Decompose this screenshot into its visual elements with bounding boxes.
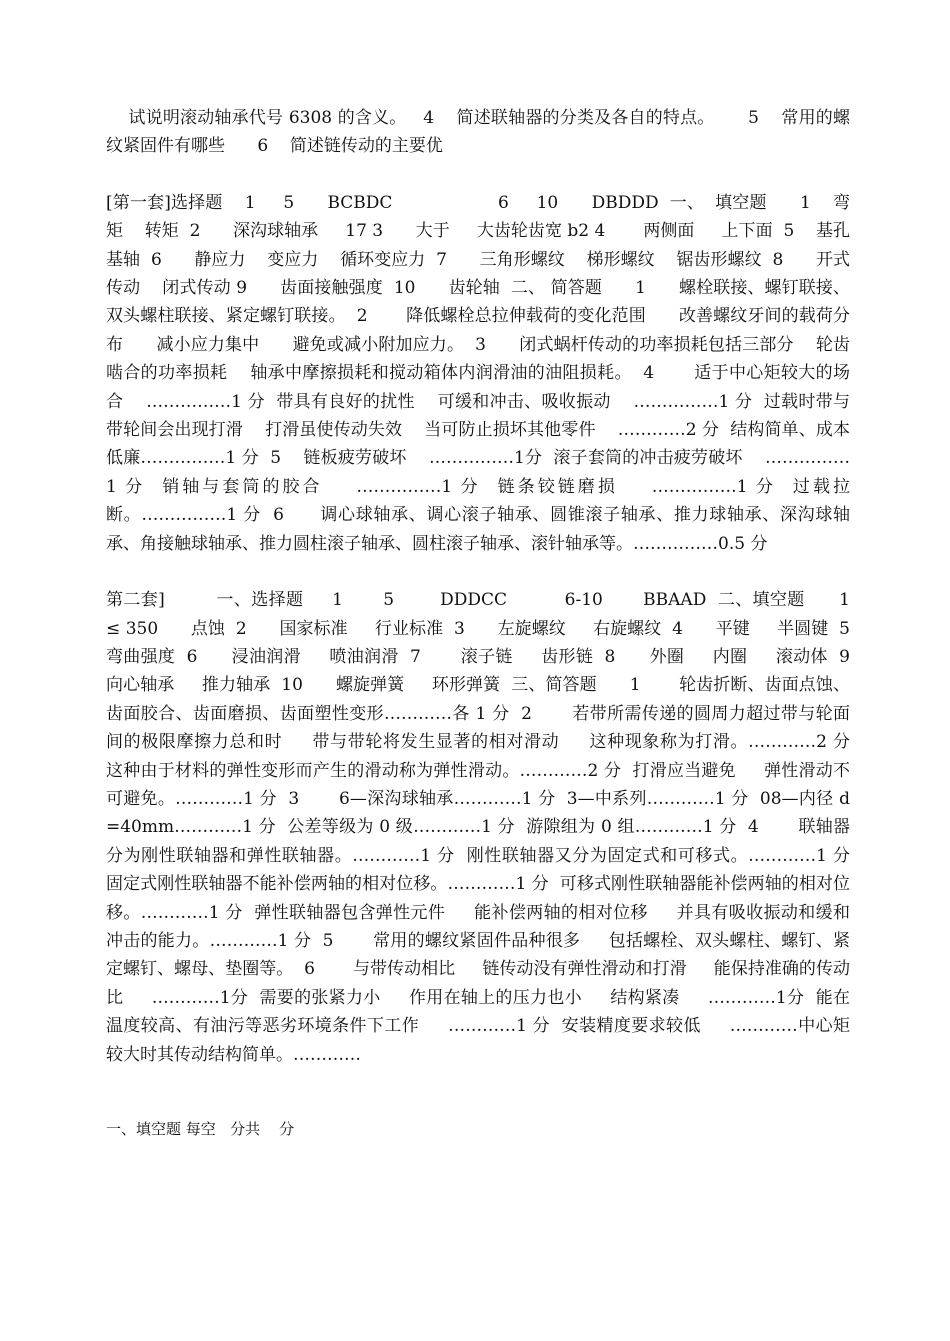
fill-in-heading: 一、填空题 每空 分共 分 bbox=[106, 1120, 314, 1138]
set-one-answers: [第一套]选择题 1 5 BCBDC 6 10 DBDDD 一、 填空题 1 弯矩 转矩 2 深沟球轴承 17 3 大于 大齿轮齿宽 b2 4 两侧面 上下面 5 基孔 基轴 6 静应力 变应力 循环变应力 7 三角形螺纹 梯形螺纹 锯齿形螺纹 8 开式传动 闭式传动 9 齿面接触强度 10 齿轮轴 二、 简答题 1 螺栓联接、螺钉联接、双头螺柱联接、紧定螺钉联接。 2 降低螺栓总拉伸载荷的变化范围 改善螺纹牙间的载荷分布 减小应力集中 避免或减小附加应力。 3 闭式蜗杆传动的功率损耗包括三部分 轮齿啮合的功率损耗 轴承中摩擦损耗和搅动箱体内润滑油的油阻损耗。 4 适于中心矩较大的场合 ……………1 分 带具有良好的扰性 可缓和冲击、吸收振动 ……………1 分 过载时带与带轮间会出现打滑 打滑虽使传动失效 当可防止损坏其他零件 …………2 分 结构简单、成本低廉……………1 分 5 链板疲劳破坏 ……………1分 滚子套筒的冲击疲劳破坏 ……………1 分 销轴与套筒的胶合 ……………1 分 链条铰链磨损 ……………1 分 过载拉断。……………1 分 6 调心球轴承、调心滚子轴承、圆锥滚子轴承、推力球轴承、深沟球轴承、角接触球轴承、推力圆柱滚子轴承、圆柱滚子轴承、滚针轴承等。……………0.5 分 bbox=[106, 192, 872, 554]
intro-paragraph: 试说明滚动轴承代号 6308 的含义。 4 简述联轴器的分类及各自的特点。 5 常用的螺纹紧固件有哪些 6 简述链传动的主要优 bbox=[106, 108, 850, 157]
document-page bbox=[106, 104, 883, 1143]
set-two-answers: 第二套] 一、选择题 1 5 DDDCC 6-10 BBAAD 二、填空题 1 ≤ 350 点蚀 2 国家标准 行业标准 3 左旋螺纹 右旋螺纹 4 平键 半圆键 5 弯曲强度 6 浸油润滑 喷油润滑 7 滚子链 齿形链 8 外圈 内圈 滚动体 9 向心轴承 推力轴承 10 螺旋弹簧 环形弹簧 三、简答题 1 轮齿折断、齿面点蚀、齿面胶合、齿面磨损、齿面塑性变形…………各 1 分 2 若带所需传递的圆周力超过带与轮面间的极限摩擦力总和时 带与带轮将发生显著的相对滑动 这种现象称为打滑。…………2 分 这种由于材料的弹性变形而产生的滑动称为弹性滑动。…………2 分 打滑应当避免 弹性滑动不可避免。…………1 分 3 6—深沟球轴承…………1 分 3—中系列…………1 分 08—内径 d=40mm…………1 分 公差等级为 0 级…………1 分 游隙组为 0 组…………1 分 4 联轴器分为刚性联轴器和弹性联轴器。…………1 分 刚性联轴器又分为固定式和可移式。…………1 分 固定式刚性联轴器不能补偿两轴的相对位移。…………1 分 可移式刚性联轴器能补偿两轴的相对位移。…………1 分 弹性联轴器包含弹性元件 能补偿两轴的相对位移 并具有吸收振动和缓和冲击的能力。…………1 分 5 常用的螺纹紧固件品种很多 包括螺栓、双头螺柱、螺钉、紧定螺钉、螺母、垫圈等。 6 与带传动相比 链传动没有弹性滑动和打滑 能保持准确的传动比 …………1分 需要的张紧力小 作用在轴上的压力也小 结构紧凑 …………1分 能在温度较高、有油污等恶劣环境条件下工作 …………1 分 安装精度要求较低 …………中心矩较大时其传动结构简单。………… bbox=[106, 590, 883, 1065]
blank-line bbox=[106, 1075, 850, 1103]
